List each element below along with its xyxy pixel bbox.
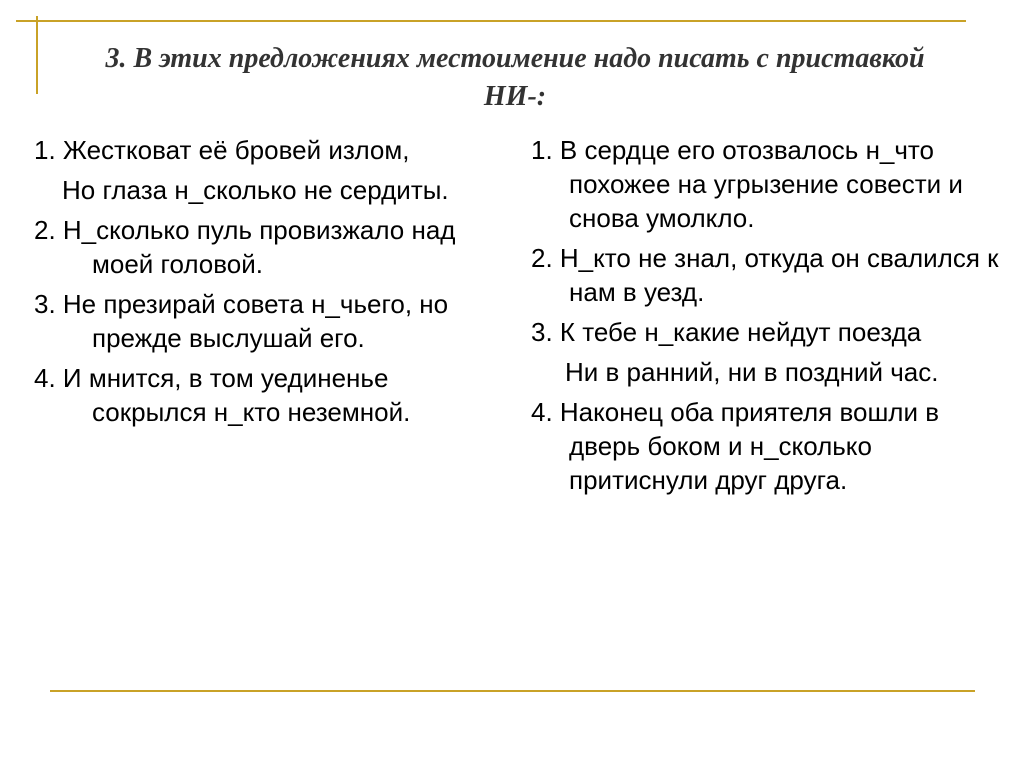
right-item-3: 3. К тебе н_какие нейдут поезда	[531, 317, 922, 347]
left-item-1-continuation: Но глаза н_сколько не сердиты.	[62, 175, 449, 205]
left-item-4: 4. И мнится, в том уединенье сокрылся н_кто неземной.	[34, 363, 411, 427]
left-item-1: 1. Жестковат её бровей излом,	[34, 135, 410, 165]
right-item-3-continuation: Ни в ранний, ни в поздний час.	[565, 357, 939, 387]
right-item-1: 1. В сердце его отозвалось н_что похожее на угрызение совести и снова умолкло.	[531, 135, 963, 233]
slide-title: 3. В этих предложениях местоимение надо писать с приставкой НИ-:	[105, 43, 925, 112]
right-item-2: 2. Н_кто не знал, откуда он свалился к нам в уезд.	[531, 243, 999, 307]
left-item-2: 2. Н_сколько пуль провизжало над моей головой.	[34, 215, 456, 279]
top-divider-line	[16, 20, 966, 22]
left-item-3: 3. Не презирай совета н_чьего, но прежде выслушай его.	[34, 289, 449, 353]
right-column	[531, 133, 1001, 503]
right-item-4: 4. Наконец оба приятеля вошли в дверь боком и н_сколько притиснули друг друга.	[531, 397, 940, 495]
left-accent-line	[36, 16, 38, 94]
bottom-divider-line	[50, 690, 975, 692]
left-column	[34, 133, 504, 435]
